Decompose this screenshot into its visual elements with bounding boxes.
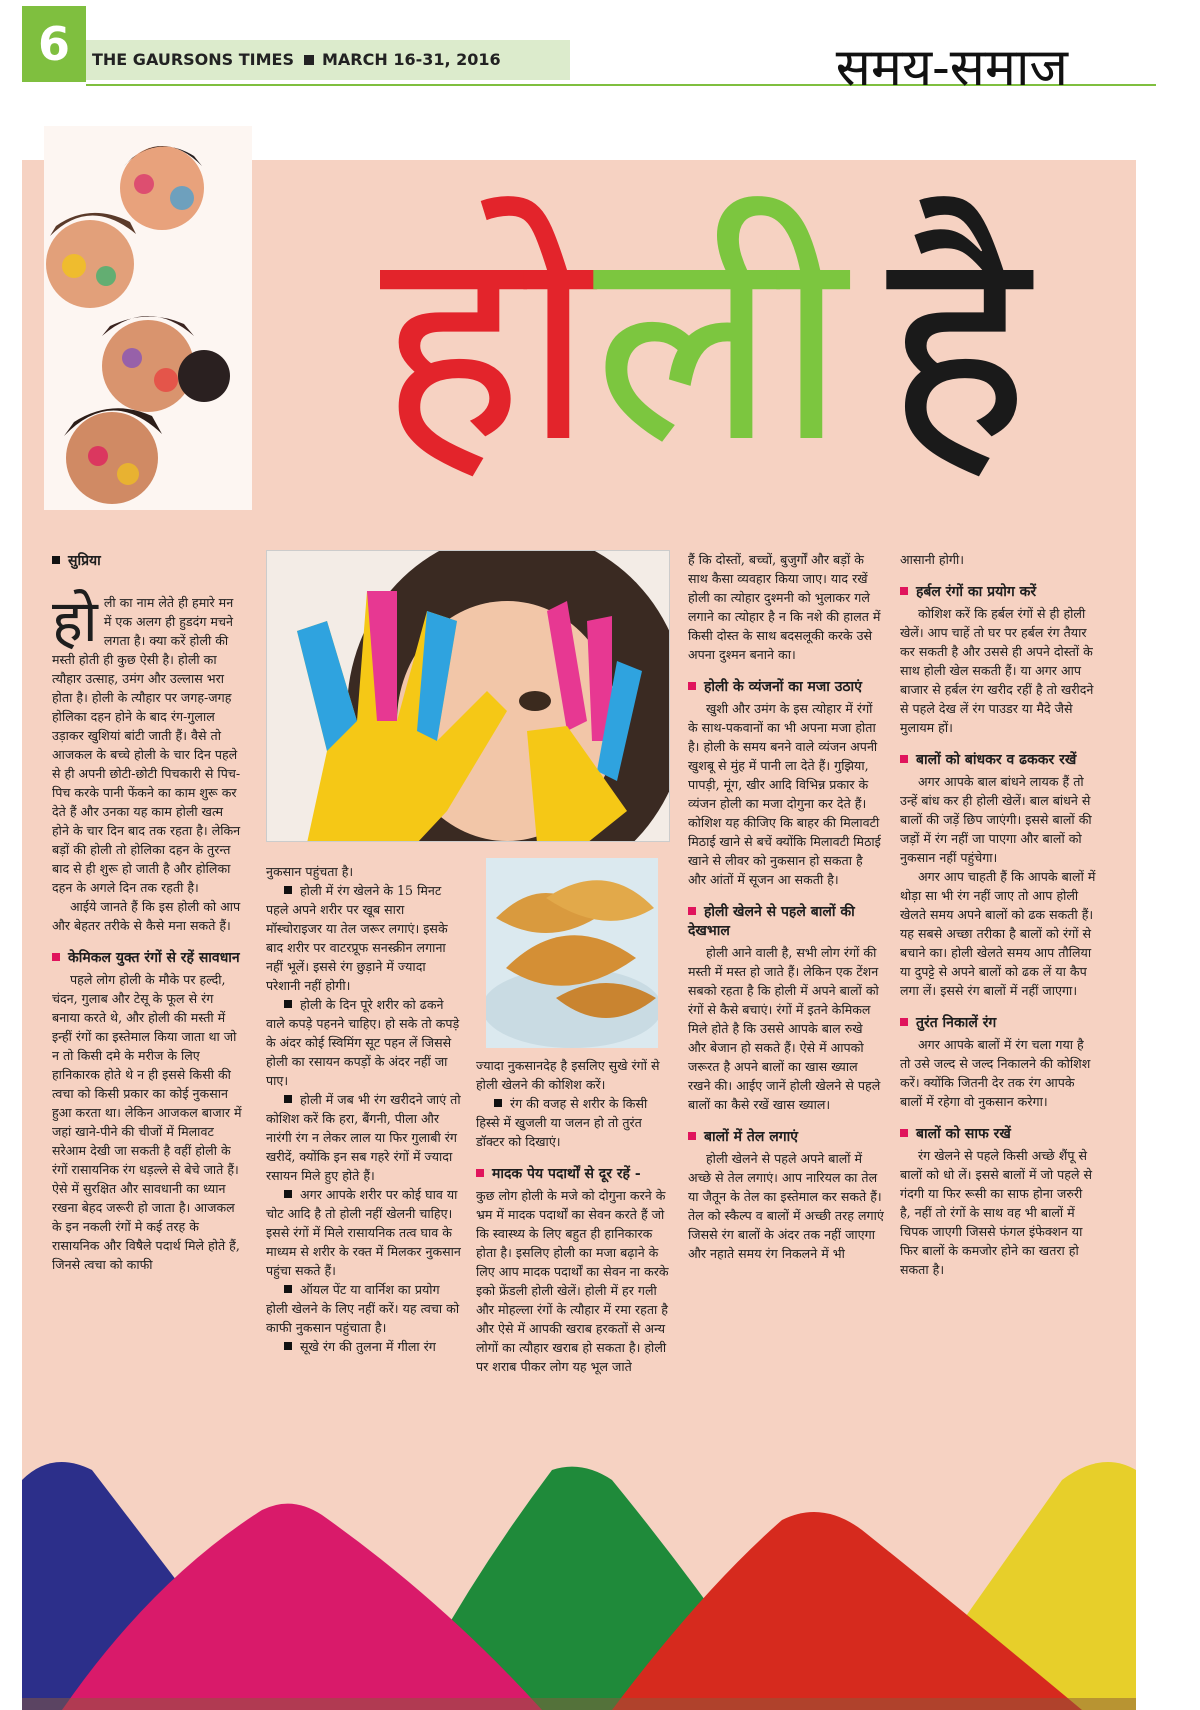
square-bullet-icon <box>304 55 314 65</box>
publication-name: THE GAURSONS TIMES <box>92 50 294 69</box>
paragraph-clean-hair: रंग खेलने से पहले किसी अच्छे शैंपू से बालों को धो लें। इससे बालों में जो पहले से गंदगी या फिर रूसी का साफ होना जरुरी है, नहीं तो रंगों के साथ वह भी बालों में चिपक जाएगी जिससे फंगल इंफेक्शन या फिर बालों के कमजोर होने का खतरा हो सकता है। <box>900 1148 1093 1277</box>
subheading-hair-care: होली खेलने से पहले बालों की देखभाल <box>688 903 884 941</box>
paragraph-hair-oil: होली खेलने से पहले अपने बालों में अच्छे से तेल लगाएं। आप नारियल का तेल या जैतून के तेल का इस्तेमाल कर सकते हैं। तेल को स्कैल्प व बालों में अच्छी तरह लगाएं जिससे रंग बालों के अंदर तक नहीं जाएगा और नहाते समय रंग निकलने में भी <box>688 1151 884 1261</box>
paragraph-c4-1: हैं कि दोस्तों, बच्चों, बुजुर्गों और बड़ों के साथ कैसा व्यवहार किया जाए। याद रखें होली का त्योहार दुश्मनी को भुलाकर गले लगाने का त्योहार है न कि नशे की हालत में किसी दोस्त के साथ बदसलूकी करके उसे अपना दुश्मन बनाने का। <box>688 552 881 662</box>
paragraph-c2-1: नुकसान पहुंचता है। <box>266 864 354 879</box>
subheading-chemical-colors: केमिकल युक्त रंगों से रहें सावधान <box>52 949 242 968</box>
article-column-5 <box>900 550 1096 1279</box>
subheading-tie-hair: बालों को बांधकर व ढककर रखें <box>900 751 1096 770</box>
article-column-2 <box>266 862 462 1356</box>
dropcap: हो <box>52 587 98 655</box>
byline: सुप्रिया <box>52 552 242 571</box>
paragraph-c5-1: आसानी होगी। <box>900 552 964 567</box>
subheading-intoxicants: मादक पेय पदार्थों से दूर रहें - <box>476 1165 672 1184</box>
masthead <box>86 40 570 80</box>
article-column-1 <box>52 552 242 1274</box>
tip-item: रंग की वजह से शरीर के किसी हिस्से में खुजली या जलन हो तो तुरंत डॉक्टर को दिखाएं। <box>476 1094 672 1151</box>
paragraph-herbal-colors: कोशिश करें कि हर्बल रंगों से ही होली खेलें। आप चाहें तो घर पर हर्बल रंग तैयार कर सकती है और उससे ही अपने दोस्तों के साथ होली खेल सकती हैं। या अगर आप बाजार से हर्बल रंग खरीद रहीं है तो खरीदने से पहले देख लें रंग पाउडर या मैदे जैसे मुलायम हों। <box>900 606 1094 735</box>
subheading-dishes: होली के व्यंजनों का मजा उठाएं <box>688 678 884 697</box>
paragraph-tie-hair-1: अगर आपके बाल बांधने लायक हैं तो उन्हें बांध कर ही होली खेलें। बाल बांधने से बालों की जड़ें छिप जाएंगी। इससे बालों की जड़ों में रंग नहीं जा पाएगा और बालों को नुकसान नहीं पहुंचेगा। <box>900 774 1092 865</box>
tip-item: अगर आपके शरीर पर कोई घाव या चोट आदि है तो होली नहीं खेलनी चाहिए। इससे रंगों में मिले रासायनिक तत्व घाव के माध्यम से शरीर के रक्त में मिलकर नुकसान पहुंचा सकते हैं। <box>266 1187 461 1278</box>
gujiya-photo <box>486 858 658 1048</box>
intro-text: ली का नाम लेते ही हमारे मन में एक अलग ही हुडदंग मचने लगता है। क्या करें होली की मस्ती होती ही कुछ ऐसी है। होली का त्यौहार उत्साह, उमंग और उल्लास भरा होता है। होली के त्यौहार पर जगह-जगह होलिका दहन होने के बाद रंग-गुलाल उड़ाकर खुशियां बांटी जाती हैं। वैसे तो आजकल के बच्चे होली के चार दिन पहले से ही अपनी छोटी-छोटी पिचकारी से पिच-पिच करके पानी फेंकने का काम शुरू कर देते हैं और उनका यह काम होली खत्म होने के चार दिन बाद तक रहता है। लेकिन बड़ों की होली तो होलिका दहन के तुरन्त बाद से ही शुरू हो जाती है और होलिका दहन के अगले दिन तक रहती है। <box>52 595 241 895</box>
headline-part-green: ली <box>593 187 847 502</box>
page-number: 6 <box>22 6 86 82</box>
article-column-4 <box>688 550 884 1263</box>
gujiya-sweets-image <box>486 858 658 1048</box>
headline-part-black: है <box>886 187 1030 502</box>
paragraph-tie-hair-2: अगर आप चाहती हैं कि आपके बालों में थोड़ा सा भी रंग नहीं जाए तो आप होली खेलते समय अपने बालों को ढक सकती हैं। यह सबसे अच्छा तरीका है बालों को रंगों से बचाने का। होली खेलते समय आप तौलिया या दुपट्टे से अपने बालों को ढक लें या कैप लगा लें। इससे रंग बालों में नहीं जाएगा। <box>900 869 1096 998</box>
paragraph-chemical-colors: पहले लोग होली के मौके पर हल्दी, चंदन, गुलाब और टेसू के फूल से रंग बनाया करते थे, और होली की मस्ती में इन्हीं रंगों का इस्तेमाल किया जाता था जो न तो किसी दमे के मरीज के लिए हानिकारक होते थे न ही इससे किसी की त्वचा को किसी प्रकार का कोई नुकसान हुआ करता था। लेकिन आजकल बाजार में जहां खाने-पीने की चीजों में मिलावट सरेआम देखी जा सकती है वहीं होली के रंगों रासायनिक रंग धड़ल्ले से बेचे जाते हैं। ऐसे में सुरक्षित और सावधानी का ध्यान रखना बेहद जरूरी हो जाता है। आजकल के इन नकली रंगों मे कई तरह के रासायनिक और विषैले पदार्थ मिले होते हैं, जिनसे त्वचा को काफी <box>52 972 242 1272</box>
section-title: समय-समाज <box>835 38 1068 98</box>
children-photo <box>44 126 252 510</box>
headline-part-red: हो <box>380 187 594 502</box>
paragraph-c3-1: ज्यादा नुकसानदेह है इसलिए सुखे रंगों से होली खेलने की कोशिश करें। <box>476 1058 660 1092</box>
article-column-3 <box>476 1056 672 1376</box>
intro-paragraph <box>52 587 242 897</box>
color-powder-image <box>22 1440 1136 1710</box>
tip-item: होली में जब भी रंग खरीदने जाएं तो कोशिश करें कि हरा, बैंगनी, पीला और नारंगी रंग न लेकर लाल या फिर गुलाबी रंग खरीदें, क्योंकि इन सब गहरे रंगों में ज्यादा रसायन मिले हुए होते हैं। <box>266 1092 461 1183</box>
children-faces-image <box>44 126 252 510</box>
tip-item: सूखे रंग की तुलना में गीला रंग <box>266 1337 462 1356</box>
tip-item: होली के दिन पूरे शरीर को ढकने वाले कपड़े पहनने चाहिए। हो सके तो कपड़े के अंदर कोई स्विमिंग सूट पहन लें जिससे होली का रसायन कपड़ों के अंदर नहीं जा पाए। <box>266 995 462 1090</box>
tip-item: ऑयल पेंट या वार्निश का प्रयोग होली खेलने के लिए नहीं करें। यह त्वचा को काफी नुकसान पहुंचाता है। <box>266 1280 462 1337</box>
intro-paragraph-2: आईये जानते हैं कि इस होली को आप और बेहतर तरीके से कैसे मना सकते हैं। <box>52 899 241 933</box>
subheading-hair-oil: बालों में तेल लगाएं <box>688 1128 884 1147</box>
paragraph-intoxicants: कुछ लोग होली के मजे को दोगुना करने के भ्रम में मादक पदार्थों का सेवन करते हैं जो कि स्वास्थ्य के लिए बहुत ही हानिकारक होता है। इसलिए होली का मजा बढ़ाने के लिए आप मादक पदार्थों का सेवन ना करके इको फ्रेंडली होली खेलें। होली में हर गली और मोहल्ला रंगों के त्यौहार में रमा रहता है और ऐसे में आपकी खराब हरकतों से अन्य लोगों का त्यौहार खराब हो सकता है। होली पर शराब पीकर लोग यह भूल जाते <box>476 1188 669 1374</box>
subheading-remove-color: तुरंत निकालें रंग <box>900 1014 1096 1033</box>
subheading-herbal-colors: हर्बल रंगों का प्रयोग करें <box>900 583 1096 602</box>
paragraph-dishes: खुशी और उमंग के इस त्योहार में रंगों के साथ-पकवानों का भी अपना मजा होता है। होली के समय बनने वाले व्यंजन अपनी खुशबू से मुंह में पानी ला देते हैं। गुझिया, पापड़ी, मूंग, खीर आदि विभिन्न प्रकार के व्यंजन होली का मजा दोगुना कर देते हैं। कोशिश यह कीजिए कि बाहर की मिलावटी मिठाई खाने से बचें क्योंकि मिलावटी मिठाई खाने से लीवर को नुकसान हो सकता है और आंतों में सूजन आ सकती है। <box>688 701 881 887</box>
headline <box>380 180 1030 510</box>
tip-item: होली में रंग खेलने के 15 मिनट पहले अपने शरीर पर खूब सारा मॉस्चोराइजर या तेल जरूर लगाएं। इसके बाद शरीर पर वाटरप्रूफ सनस्क्रीन लगाना नहीं भूलें। इससे रंग छुड़ाने में ज्यादा परेशानी नहीं होगी। <box>266 881 462 995</box>
girl-painted-hands-image <box>267 551 670 842</box>
paragraph-remove-color: अगर आपके बालों में रंग चला गया है तो उसे जल्द से जल्द निकालने की कोशिश करें। क्योंकि जितनी देर तक रंग आपके बालों में रहेगा वो नुकसान करेगा। <box>900 1037 1091 1109</box>
page-header <box>22 6 1132 98</box>
issue-date: MARCH 16-31, 2016 <box>322 50 501 69</box>
subheading-clean-hair: बालों को साफ रखें <box>900 1125 1096 1144</box>
paragraph-hair-care: होली आने वाली है, सभी लोग रंगों की मस्ती में मस्त हो जाते हैं। लेकिन एक टेंशन सबको रहता है कि होली में अपने बालों को रंगों से कैसे बचाएं। रंगों में इतने केमिकल मिले होते है कि उससे आपके बाल रुखे और बेजान हो सकते हैं। ऐसे में आपको जरूरत है अपने बालों का खास ख्याल रखने की। आईए जानें होली खेलने से पहले बालों का कैसे रखें खास ख्याल। <box>688 945 881 1112</box>
gulal-heaps-illustration <box>22 1440 1136 1710</box>
painted-hands-photo <box>266 550 670 842</box>
